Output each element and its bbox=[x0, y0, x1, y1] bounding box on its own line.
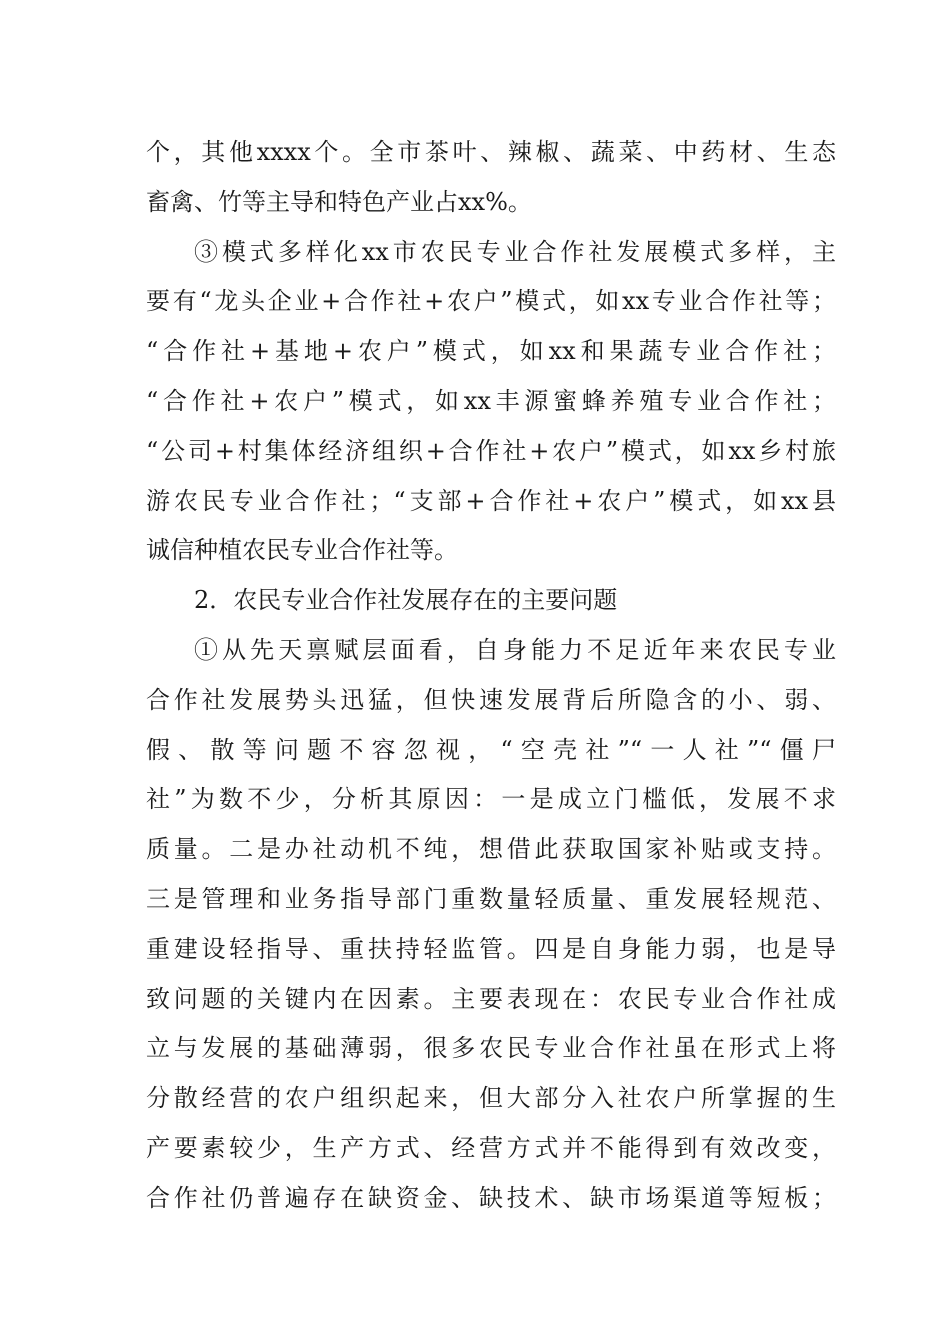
text-line: “合作社+基地+农户”模式，如xx和果蔬专业合作社； bbox=[146, 337, 836, 366]
text-line: 社”为数不少，分析其原因：一是成立门槛低，发展不求 bbox=[146, 785, 836, 814]
text-line: 畜禽、竹等主导和特色产业占xx%。 bbox=[146, 187, 532, 216]
text-line: “合作社+农户”模式，如xx丰源蜜蜂养殖专业合作社； bbox=[146, 386, 836, 415]
text-line: ①从先天禀赋层面看，自身能力不足近年来农民专业 bbox=[194, 635, 836, 664]
text-line: 诚信种植农民专业合作社等。 bbox=[146, 536, 458, 565]
text-line: 产要素较少，生产方式、经营方式并不能得到有效改变， bbox=[146, 1133, 836, 1162]
text-line: 假、散等问题不容忽视，“空壳社”“一人社”“僵尸 bbox=[146, 735, 836, 764]
text-line: 合作社发展势头迅猛，但快速发展背后所隐含的小、弱、 bbox=[146, 685, 836, 714]
text-line: ③模式多样化xx市农民专业合作社发展模式多样，主 bbox=[194, 237, 836, 266]
text-line: 分散经营的农户组织起来，但大部分入社农户所掌握的生 bbox=[146, 1084, 836, 1113]
text-line: 重建设轻指导、重扶持轻监管。四是自身能力弱，也是导 bbox=[146, 934, 836, 963]
text-line: 要有“龙头企业+合作社+农户”模式，如xx专业合作社等； bbox=[146, 287, 836, 316]
text-line: 游农民专业合作社；“支部+合作社+农户”模式，如xx县 bbox=[146, 486, 836, 515]
document-body bbox=[146, 128, 836, 1224]
text-line: 合作社仍普遍存在缺资金、缺技术、缺市场渠道等短板； bbox=[146, 1183, 836, 1212]
text-line: 立与发展的基础薄弱，很多农民专业合作社虽在形式上将 bbox=[146, 1034, 836, 1063]
text-line: 个，其他xxxx个。全市茶叶、辣椒、蔬菜、中药材、生态 bbox=[146, 138, 836, 166]
text-line: 质量。二是办社动机不纯，想借此获取国家补贴或支持。 bbox=[146, 835, 836, 864]
text-line: “公司+村集体经济组织+合作社+农户”模式，如xx乡村旅 bbox=[146, 436, 836, 465]
text-line: 三是管理和业务指导部门重数量轻质量、重发展轻规范、 bbox=[146, 884, 836, 913]
text-line: 致问题的关键内在因素。主要表现在：农民专业合作社成 bbox=[146, 984, 836, 1013]
text-line: 2．农民专业合作社发展存在的主要问题 bbox=[194, 586, 618, 615]
